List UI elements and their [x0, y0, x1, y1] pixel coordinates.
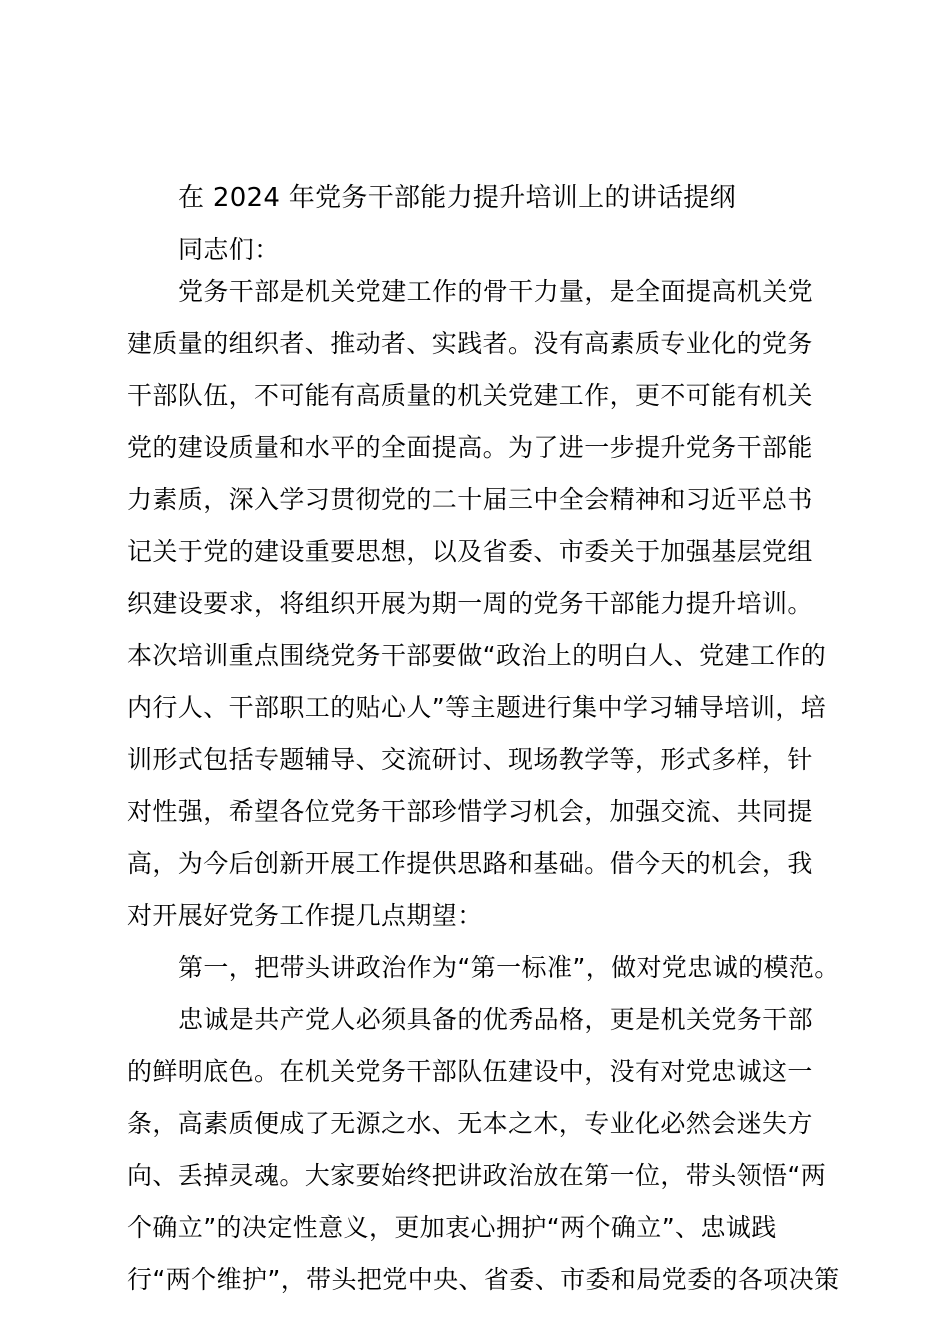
paragraph-line: 织建设要求，将组织开展为期一周的党务干部能力提升培训。	[127, 589, 813, 618]
paragraph-line: 本次培训重点围绕党务干部要做“政治上的明白人、党建工作的	[127, 641, 827, 670]
salutation: 同志们：	[178, 235, 280, 264]
paragraph-line: 记关于党的建设重要思想，以及省委、市委关于加强基层党组	[127, 537, 813, 566]
paragraph-line: 条，高素质便成了无源之水、无本之木，专业化必然会迷失方	[127, 1109, 813, 1138]
paragraph-line: 建质量的组织者、推动者、实践者。没有高素质专业化的党务	[127, 329, 813, 358]
paragraph-line: 对性强，希望各位党务干部珍惜学习机会，加强交流、共同提	[127, 797, 813, 826]
paragraph-line: 党的建设质量和水平的全面提高。为了进一步提升党务干部能	[127, 433, 813, 462]
paragraph-line: 个确立”的决定性意义，更加衷心拥护“两个确立”、忠诚践	[127, 1213, 777, 1242]
document-title: 在 2024 年党务干部能力提升培训上的讲话提纲	[178, 183, 736, 213]
paragraph-line: 高，为今后创新开展工作提供思路和基础。借今天的机会，我	[127, 849, 813, 878]
paragraph-line: 向、丢掉灵魂。大家要始终把讲政治放在第一位，带头领悟“两	[127, 1161, 827, 1190]
paragraph-line: 训形式包括专题辅导、交流研讨、现场教学等，形式多样，针	[127, 745, 813, 774]
paragraph-line: 干部队伍，不可能有高质量的机关党建工作，更不可能有机关	[127, 381, 813, 410]
paragraph-line: 忠诚是共产党人必须具备的优秀品格，更是机关党务干部	[178, 1005, 814, 1034]
paragraph-line: 的鲜明底色。在机关党务干部队伍建设中，没有对党忠诚这一	[127, 1057, 813, 1086]
paragraph-line: 党务干部是机关党建工作的骨干力量，是全面提高机关党	[178, 277, 814, 306]
paragraph-line: 行“两个维护”，带头把党中央、省委、市委和局党委的各项决策	[127, 1265, 840, 1294]
section-heading: 第一，把带头讲政治作为“第一标准”，做对党忠诚的模范。	[178, 953, 840, 982]
paragraph-line: 对开展好党务工作提几点期望：	[127, 901, 483, 930]
paragraph-line: 内行人、干部职工的贴心人”等主题进行集中学习辅导培训，培	[127, 693, 827, 722]
paragraph-line: 力素质，深入学习贯彻党的二十届三中全会精神和习近平总书	[127, 485, 813, 514]
